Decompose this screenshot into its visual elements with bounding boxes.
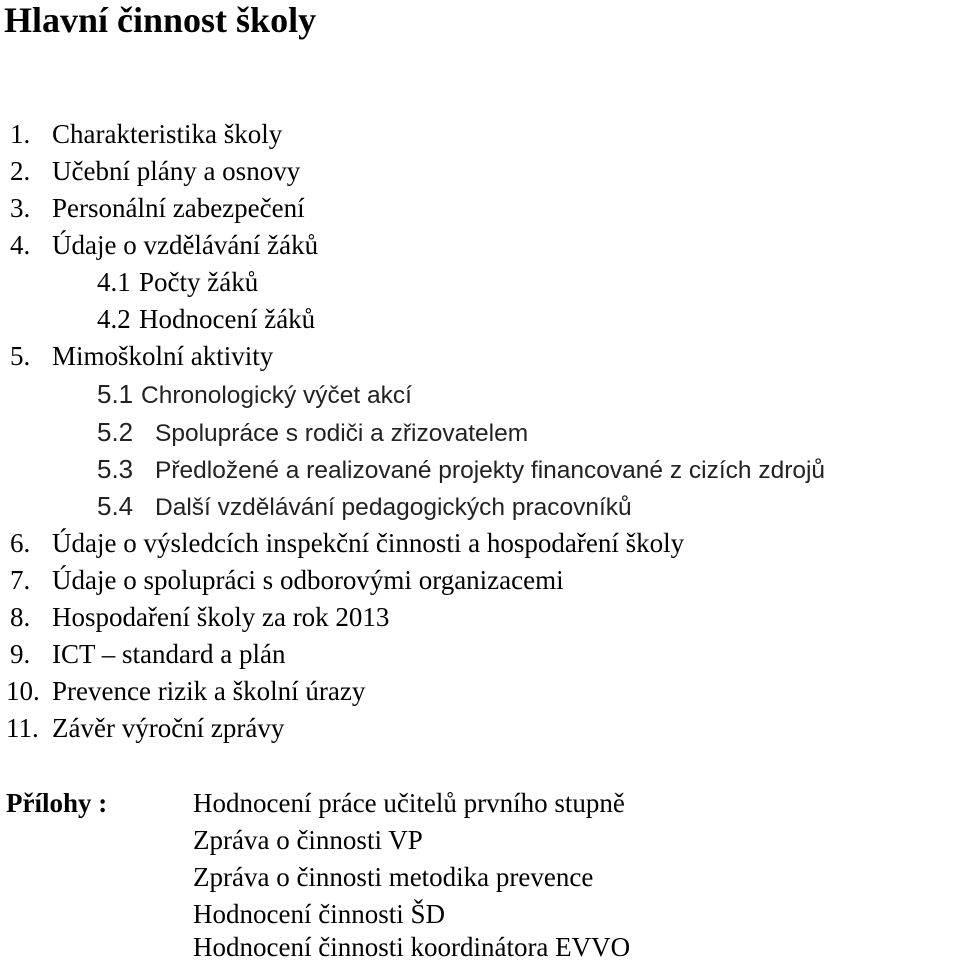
toc-item-number: 10. (6, 676, 40, 706)
toc-item-6 (10, 527, 684, 559)
attachment-item: Zpráva o činnosti metodika prevence (193, 862, 594, 892)
toc-item-number: 5.2 (97, 417, 134, 447)
toc-item-text: Údaje o výsledcích inspekční činnosti a hospodaření školy (52, 528, 685, 558)
toc-item-text: ICT – standard a plán (52, 639, 286, 669)
toc-item-number: 4.2 (97, 304, 131, 334)
toc-item-4-2 (97, 303, 315, 335)
attachment-item: Zpráva o činnosti VP (193, 825, 423, 855)
attachment-item: Hodnocení činnosti koordinátora EVVO (193, 932, 631, 962)
toc-item-number: 4. (10, 230, 31, 260)
toc-item-5-3 (97, 453, 825, 487)
toc-item-8 (10, 601, 389, 633)
toc-item-text: Předložené a realizované projekty financované z cizích zdrojů (155, 457, 826, 484)
toc-item-number: 9. (10, 639, 31, 669)
toc-item-4 (10, 229, 318, 261)
toc-item-number: 5.1 (97, 379, 134, 409)
toc-item-text: Počty žáků (139, 267, 259, 297)
toc-item-7 (10, 564, 564, 596)
toc-item-text: Učební plány a osnovy (52, 156, 301, 186)
toc-item-number: 3. (10, 193, 31, 223)
toc-item-11 (6, 712, 284, 744)
attachments-label: Přílohy : (6, 788, 108, 818)
toc-item-text: Údaje o spolupráci s odborovými organizacemi (52, 565, 564, 595)
toc-item-10 (6, 675, 365, 707)
toc-item-text: Prevence rizik a školní úrazy (52, 676, 366, 706)
toc-item-5 (10, 340, 273, 372)
toc-item-5-4 (97, 490, 632, 524)
toc-item-text: Závěr výroční zprávy (52, 713, 285, 743)
toc-item-number: 2. (10, 156, 31, 186)
toc-item-number: 5.4 (97, 491, 134, 521)
toc-item-1 (10, 118, 282, 150)
toc-item-text: Personální zabezpečení (52, 193, 305, 223)
toc-item-5-1 (97, 378, 412, 412)
toc-item-number: 11. (6, 713, 39, 743)
toc-item-text: Chronologický výčet akcí (141, 382, 412, 409)
toc-item-9 (10, 638, 285, 670)
toc-item-number: 8. (10, 602, 31, 632)
toc-item-number: 5.3 (97, 454, 134, 484)
toc-item-number: 1. (10, 119, 31, 149)
toc-item-2 (10, 155, 300, 187)
toc-item-number: 7. (10, 565, 31, 595)
toc-item-text: Hospodaření školy za rok 2013 (52, 602, 390, 632)
attachment-item: Hodnocení práce učitelů prvního stupně (193, 788, 625, 818)
toc-item-text: Charakteristika školy (52, 119, 283, 149)
toc-item-text: Další vzdělávání pedagogických pracovníků (155, 494, 632, 521)
toc-item-number: 4.1 (97, 267, 131, 297)
toc-item-number: 5. (10, 341, 31, 371)
toc-item-text: Mimoškolní aktivity (52, 341, 274, 371)
page-title: Hlavní činnost školy (4, 0, 317, 40)
toc-item-4-1 (97, 266, 258, 298)
toc-item-text: Hodnocení žáků (139, 304, 316, 334)
toc-item-5-2 (97, 416, 528, 450)
toc-item-text: Údaje o vzdělávání žáků (52, 230, 319, 260)
toc-item-text: Spolupráce s rodiči a zřizovatelem (155, 420, 529, 447)
toc-item-number: 6. (10, 528, 31, 558)
toc-item-3 (10, 192, 305, 224)
attachment-item: Hodnocení činnosti ŠD (193, 899, 445, 929)
